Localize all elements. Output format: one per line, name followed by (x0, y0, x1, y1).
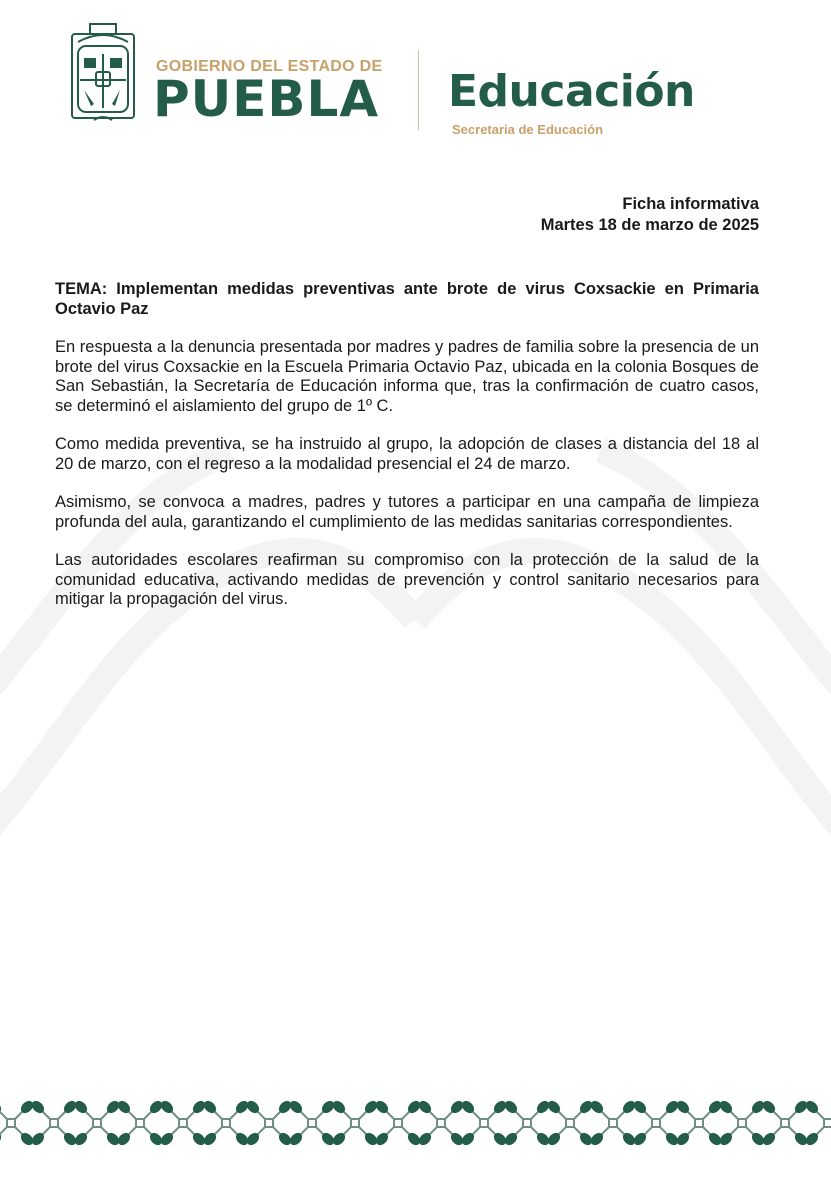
document-type: Ficha informativa (622, 195, 759, 213)
department-name: Educación (448, 66, 695, 117)
state-name: PUEBLA (153, 70, 380, 128)
topic-heading: TEMA: Implementan medidas preventivas ante brote de virus Coxsackie en Primaria Octavio Paz (55, 280, 759, 318)
paragraph: En respuesta a la denuncia presentada por madres y padres de familia sobre la presencia de un brote del virus Coxsackie en la Escuela Primaria Octavio Paz, ubicada en la colonia Bosques de San Sebastián, la Secretaría de Educación informa que, tras la confirmación de cuatro casos, se determinó el aislamiento del grupo de 1º C. (55, 338, 759, 415)
paragraph: Asimismo, se convoca a madres, padres y tutores a participar en una campaña de limpieza profunda del aula, garantizando el cumplimiento de las medidas sanitarias correspondientes. (55, 493, 759, 531)
header-divider (418, 50, 419, 130)
paragraph: Como medida preventiva, se ha instruido al grupo, la adopción de clases a distancia del 18 al 20 de marzo, con el regreso a la modalidad presencial el 24 de marzo. (55, 435, 759, 473)
ornamental-x-pattern-icon (0, 1098, 831, 1148)
coat-of-arms-icon (68, 20, 138, 130)
paragraph: Las autoridades escolares reafirman su compromiso con la protección de la salud de la comunidad educativa, activando medidas de prevención y control sanitario necesarios para mitigar la propagación del virus. (55, 551, 759, 608)
document-body (55, 280, 759, 629)
document-header (68, 20, 768, 135)
document-meta (541, 194, 759, 236)
department-subtitle: Secretaria de Educación (452, 122, 604, 137)
government-line: GOBIERNO DEL ESTADO DE (156, 58, 383, 75)
document-date: Martes 18 de marzo de 2025 (540, 216, 759, 234)
